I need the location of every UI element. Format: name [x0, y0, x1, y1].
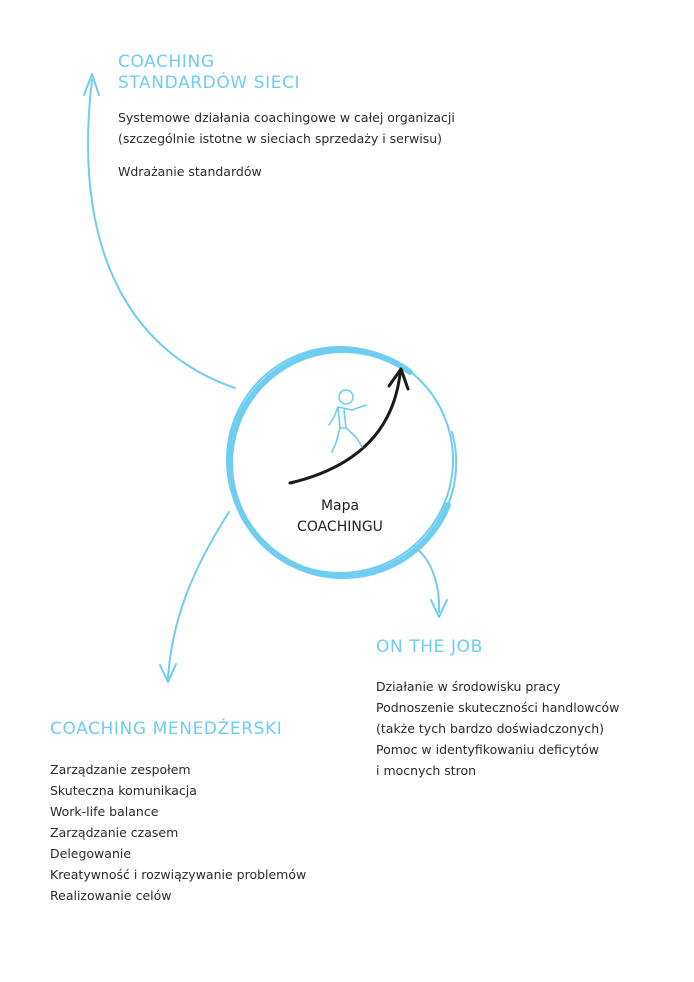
center-title-line1: Mapa: [320, 498, 360, 514]
on-the-job-line: Podnoszenie skuteczności handlowców: [376, 700, 620, 715]
on-the-job-title: ON THE JOB: [376, 637, 483, 657]
network-coaching-body: [118, 107, 455, 194]
growth-arrow-icon: [290, 369, 408, 483]
center-circle: [227, 347, 456, 576]
managerial-coaching-item: Kreatywność i rozwiązywanie problemów: [50, 867, 307, 882]
figure-climbing-icon: [329, 390, 366, 452]
center-title-line2: COACHINGU: [297, 519, 383, 535]
on-the-job-line: Pomoc w identyfikowaniu deficytów: [376, 742, 599, 757]
network-coaching-title-line1: COACHING: [118, 52, 215, 72]
center-label: [270, 496, 410, 538]
managerial-coaching-item: Delegowanie: [50, 846, 132, 861]
managerial-coaching-item: Work-life balance: [50, 804, 159, 819]
managerial-coaching-title: COACHING MENEDŻERSKI: [50, 719, 283, 739]
network-coaching-title: [118, 52, 300, 94]
managerial-coaching-item: Zarządzanie zespołem: [50, 762, 191, 777]
network-coaching-title-line2: STANDARDÓW SIECI: [118, 73, 301, 93]
managerial-coaching-item: Zarządzanie czasem: [50, 825, 179, 840]
network-coaching-para2: Wdrażanie standardów: [118, 164, 262, 179]
network-coaching-para1-line2: (szczególnie istotne w sieciach sprzedaży i serwisu): [118, 131, 443, 146]
managerial-coaching-item: Skuteczna komunikacja: [50, 783, 197, 798]
network-coaching-para1-line1: Systemowe działania coachingowe w całej organizacji: [118, 110, 455, 125]
on-the-job-line: Działanie w środowisku pracy: [376, 679, 561, 694]
managerial-coaching-list: [50, 759, 306, 906]
arrow-to-managerial-coaching: [160, 512, 229, 682]
on-the-job-line: (także tych bardzo doświadczonych): [376, 721, 605, 736]
on-the-job-body: [376, 676, 619, 781]
on-the-job-line: i mocnych stron: [376, 763, 477, 778]
managerial-coaching-item: Realizowanie celów: [50, 888, 172, 903]
network-coaching-para1: [118, 107, 455, 149]
arrow-to-on-the-job: [414, 546, 447, 617]
